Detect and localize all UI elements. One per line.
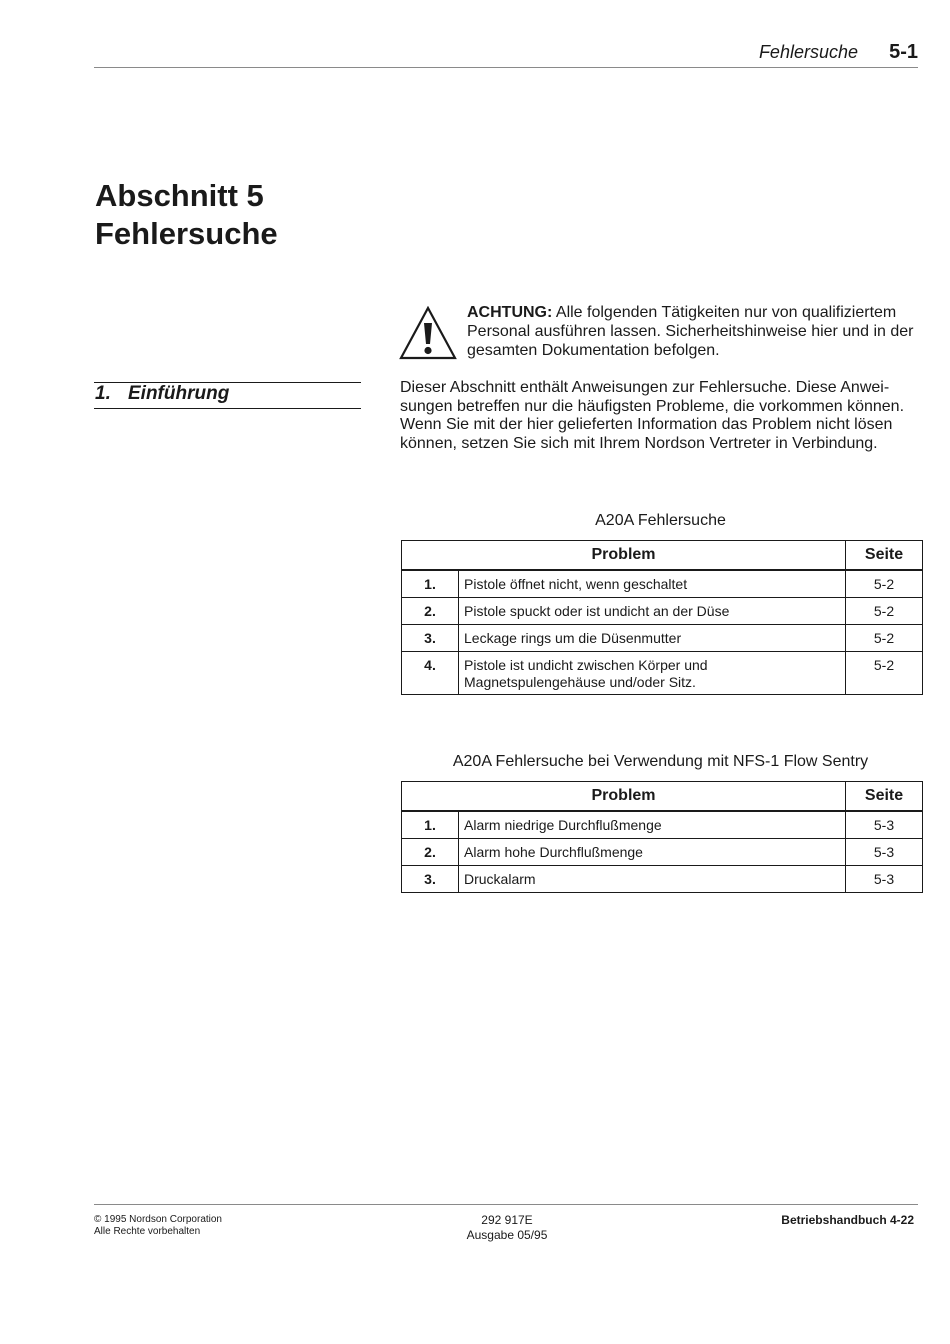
row-problem: Pistole spuckt oder ist undicht an der Düse bbox=[459, 598, 846, 625]
footer-copyright bbox=[94, 1214, 222, 1238]
subheading-number: 1. bbox=[95, 383, 111, 404]
troubleshooting-table-2 bbox=[401, 781, 923, 893]
warning-line-3: gesamten Dokumentation befolgen. bbox=[467, 342, 720, 359]
subheading bbox=[95, 383, 229, 405]
edition: Ausgabe 05/95 bbox=[466, 1228, 548, 1242]
warning-label: ACHTUNG: bbox=[467, 304, 553, 321]
table-row bbox=[402, 811, 923, 839]
row-number: 3. bbox=[402, 625, 459, 652]
row-page: 5-3 bbox=[846, 866, 923, 893]
row-number: 1. bbox=[402, 811, 459, 839]
footer-doc-info bbox=[410, 1213, 604, 1243]
warning-line-1: Alle folgenden Tätigkeiten nur von qualifiziertem bbox=[552, 304, 897, 321]
row-problem: Pistole öffnet nicht, wenn geschaltet bbox=[459, 570, 846, 598]
section-title-line-2: Fehlersuche bbox=[95, 216, 278, 251]
section-title-line-1: Abschnitt 5 bbox=[95, 178, 264, 213]
row-page: 5-3 bbox=[846, 839, 923, 866]
warning-line-2: Personal ausführen lassen. Sicherheitshinweise hier und in der bbox=[467, 323, 914, 340]
intro-line-3: Wenn Sie mit der hier gelieferten Information das Problem nicht lösen bbox=[400, 416, 893, 433]
table1-caption: A20A Fehlersuche bbox=[595, 512, 726, 529]
running-header-title: Fehlersuche bbox=[758, 42, 858, 62]
section-title bbox=[95, 177, 278, 253]
table2-header-problem: Problem bbox=[402, 782, 846, 812]
footer-rule bbox=[94, 1204, 918, 1205]
row-problem: Leckage rings um die Düsenmutter bbox=[459, 625, 846, 652]
copyright-line: © 1995 Nordson Corporation bbox=[94, 1214, 222, 1225]
row-page: 5-2 bbox=[846, 652, 923, 695]
intro-line-1: Dieser Abschnitt enthält Anweisungen zur Fehlersuche. Diese Anwei- bbox=[400, 379, 890, 396]
row-number: 2. bbox=[402, 598, 459, 625]
page-number: 5-1 bbox=[889, 41, 918, 63]
row-number: 4. bbox=[402, 652, 459, 695]
warning-text bbox=[467, 303, 922, 360]
header-rule bbox=[94, 67, 918, 68]
row-number: 3. bbox=[402, 866, 459, 893]
row-number: 2. bbox=[402, 839, 459, 866]
row-problem bbox=[459, 652, 846, 695]
troubleshooting-table-1 bbox=[401, 540, 923, 695]
table-row bbox=[402, 570, 923, 598]
intro-line-4: können, setzen Sie sich mit Ihrem Nordson Vertreter in Verbindung. bbox=[400, 434, 878, 452]
intro-paragraph bbox=[400, 379, 920, 453]
row-page: 5-2 bbox=[846, 570, 923, 598]
row-number: 1. bbox=[402, 570, 459, 598]
row-problem: Alarm hohe Durchflußmenge bbox=[459, 839, 846, 866]
row-page: 5-2 bbox=[846, 625, 923, 652]
table-row bbox=[402, 866, 923, 893]
footer-manual-title: Betriebshandbuch 4-22 bbox=[781, 1213, 914, 1227]
row-problem: Alarm niedrige Durchflußmenge bbox=[459, 811, 846, 839]
table-row bbox=[402, 652, 923, 695]
row-page: 5-3 bbox=[846, 811, 923, 839]
table1-header-problem: Problem bbox=[402, 541, 846, 571]
row-problem-line-2: Magnetspulengehäuse und/oder Sitz. bbox=[464, 674, 696, 690]
table-row bbox=[402, 625, 923, 652]
row-problem: Druckalarm bbox=[459, 866, 846, 893]
table2-caption: A20A Fehlersuche bei Verwendung mit NFS-1 Flow Sentry bbox=[452, 753, 869, 770]
rights-line: Alle Rechte vorbehalten bbox=[94, 1226, 201, 1237]
table1-header-page: Seite bbox=[846, 541, 923, 571]
table-row bbox=[402, 598, 923, 625]
subheading-text: Einführung bbox=[128, 383, 230, 404]
warning-triangle-icon bbox=[399, 306, 457, 360]
row-page: 5-2 bbox=[846, 598, 923, 625]
row-problem-line-1: Pistole ist undicht zwischen Körper und bbox=[464, 657, 708, 673]
subheading-rule-bottom bbox=[94, 408, 361, 409]
table2-header-page: Seite bbox=[846, 782, 923, 812]
doc-number: 292 917E bbox=[481, 1213, 533, 1227]
intro-line-2: sungen betreffen nur die häufigsten Probleme, die vorkommen können. bbox=[400, 397, 905, 415]
table1-header-row bbox=[402, 541, 923, 571]
table2-header-row bbox=[402, 782, 923, 812]
table-row bbox=[402, 839, 923, 866]
